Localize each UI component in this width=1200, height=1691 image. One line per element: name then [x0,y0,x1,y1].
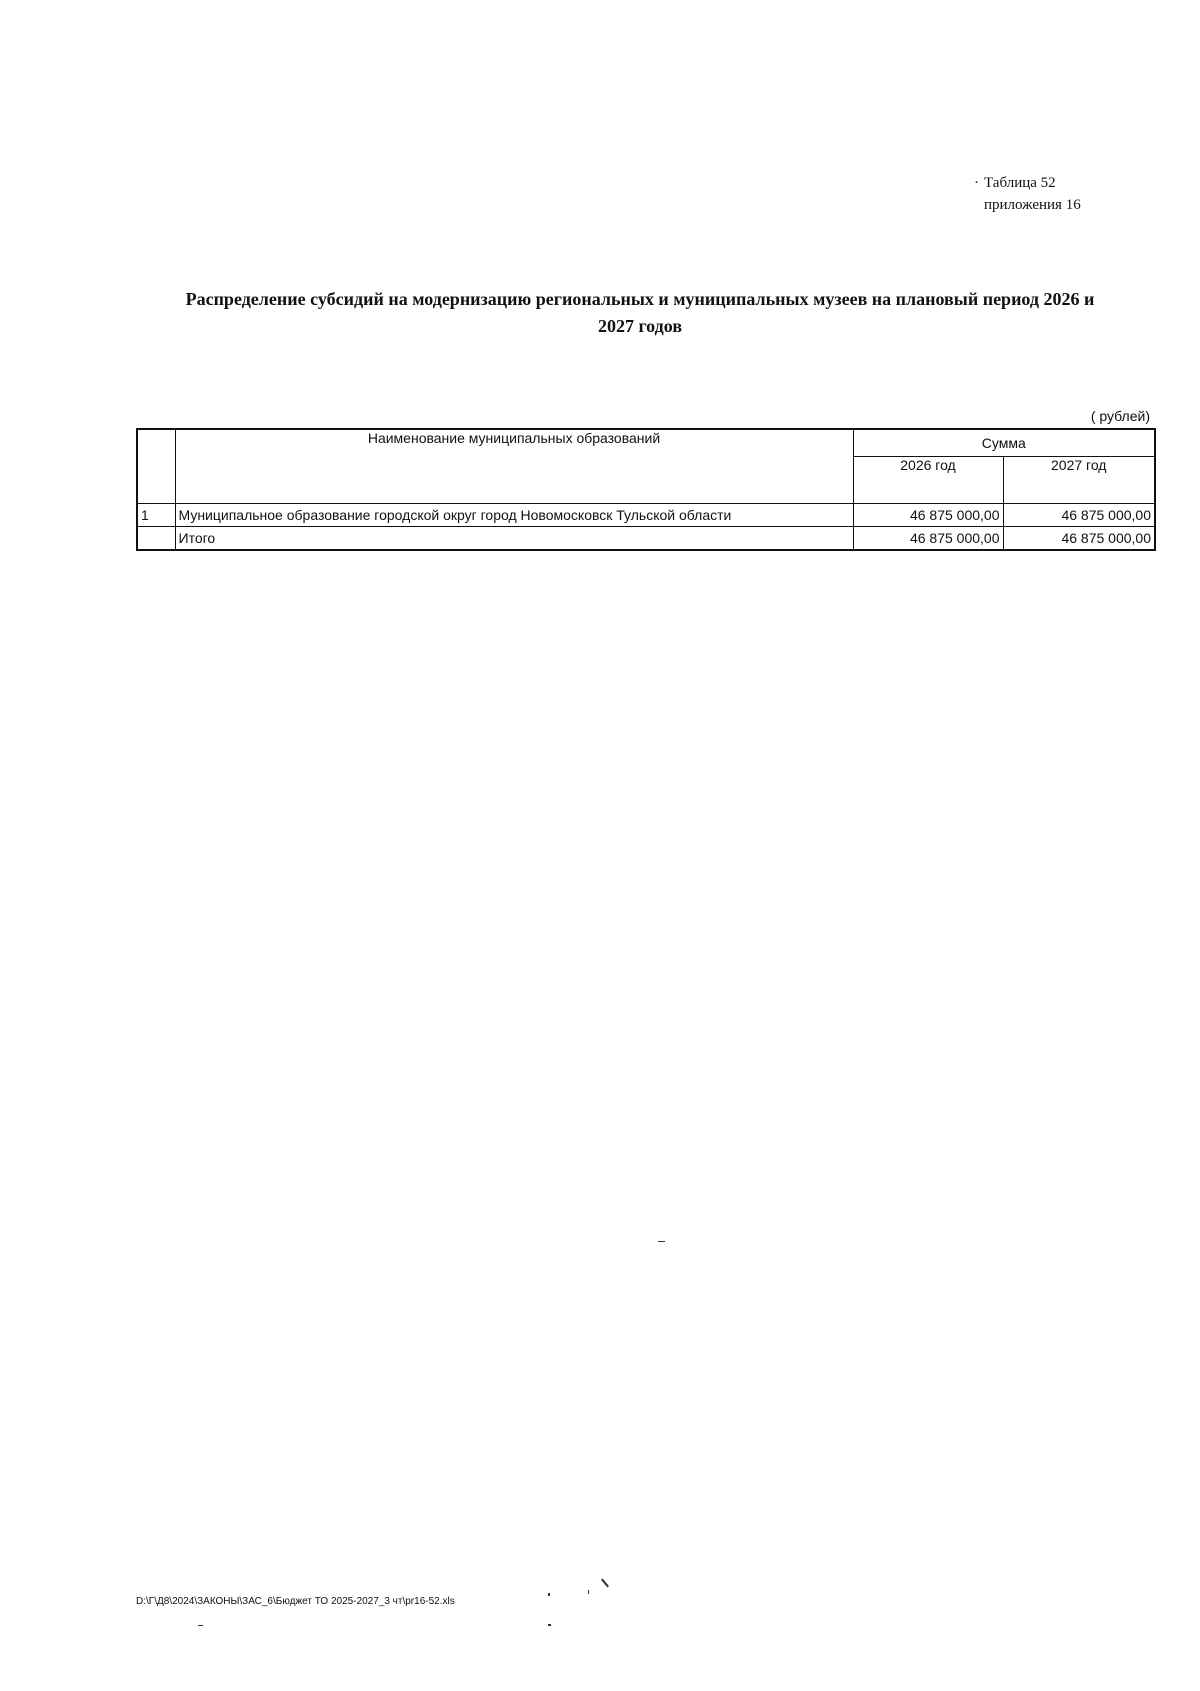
header-row [137,429,1155,457]
scan-speck [548,1624,551,1626]
units-label: ( рублей) [1090,408,1150,424]
scan-speck [588,1590,589,1594]
total-number-cell [137,527,175,551]
scan-speck [548,1593,550,1596]
table-reference [974,172,1081,216]
table-number: Таблица 52 [984,175,1056,191]
table-row [137,504,1155,527]
year-2026-header: 2026 год [853,457,1003,504]
year-2027-header: 2027 год [1003,457,1155,504]
title-line-1: Распределение субсидий на модернизацию региональных и муниципальных музеев на плановый период 2026 и [185,289,1095,309]
dash-mark: · [974,175,979,191]
name-header: Наименование муниципальных образований [175,429,853,504]
total-row [137,527,1155,551]
subsidy-table [136,428,1156,551]
total-label: Итого [175,527,853,551]
value-2027: 46 875 000,00 [1003,504,1155,527]
sum-header: Сумма [853,429,1155,457]
scan-speck [198,1625,203,1626]
file-path: D:\Г\Д8\2024\ЗАКОНЫ\ЗАС_6\Бюджет ТО 2025-2027_3 чт\pr16-52.xls [136,1596,455,1607]
value-2026: 46 875 000,00 [853,504,1003,527]
scan-speck [601,1579,609,1588]
title-line-2: 2027 годов [597,316,683,336]
appendix-label: приложения 16 [984,197,1081,213]
scan-speck [658,1241,665,1242]
total-2027: 46 875 000,00 [1003,527,1155,551]
document-title [130,286,1150,340]
row-number: 1 [137,504,175,527]
num-header-cell [137,429,175,504]
municipality-name: Муниципальное образование городской округ город Новомосковск Тульской области [175,504,853,527]
total-2026: 46 875 000,00 [853,527,1003,551]
